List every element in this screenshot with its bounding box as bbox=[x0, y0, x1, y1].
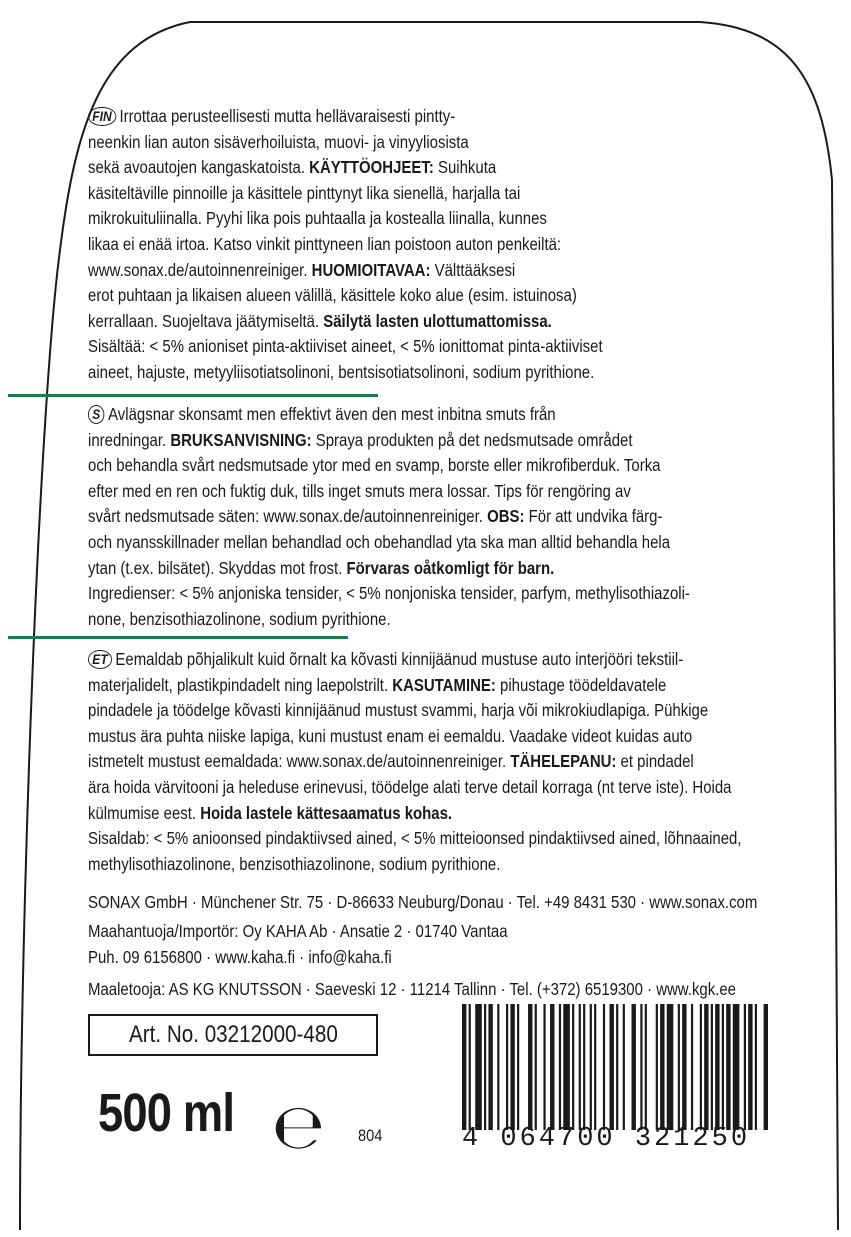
barcode-bar bbox=[563, 1004, 570, 1130]
estonian-text-block bbox=[88, 647, 776, 877]
swedish-text-block bbox=[88, 402, 776, 632]
et-text-line: mustus ära puhta niiske lapiga, kuni mustust enam ei eemaldu. Vaadake videot kuidas auto bbox=[88, 725, 693, 746]
fin-text-line: sekä avoautojen kangaskatoista. KÄYTTÖOHJEET: Suihkuta bbox=[88, 157, 497, 178]
fin-text-line: FIN Irrottaa perusteellisesti mutta hellävaraisesti pintty- bbox=[88, 104, 776, 130]
barcode-bar bbox=[517, 1004, 519, 1130]
barcode-bar bbox=[704, 1004, 708, 1130]
divider-line bbox=[8, 394, 378, 397]
sv-text-line: ytan (t.ex. bilsätet). Skyddas mot frost. Förvaras oåtkomligt för barn. bbox=[88, 557, 555, 578]
article-number: Art. No. 03212000-480 bbox=[128, 1021, 338, 1048]
barcode-bar bbox=[579, 1004, 581, 1130]
barcode-bar bbox=[711, 1004, 713, 1130]
barcode-bar bbox=[462, 1004, 466, 1130]
finnish-text-block bbox=[88, 104, 776, 386]
fin-text-line: Sisältää: < 5% anioniset pinta-aktiiviset aineet, < 5% ionittomat pinta-aktiiviset bbox=[88, 336, 603, 357]
fin-text-line: kerrallaan. Suojeltava jäätymiseltä. Säilytä lasten ulottumattomissa. bbox=[88, 310, 552, 331]
sv-text-line: none, benzisothiazolinone, sodium pyrithione. bbox=[88, 608, 391, 629]
barcode-bar bbox=[700, 1004, 702, 1130]
barcode-bar bbox=[632, 1004, 636, 1130]
estimated-sign-icon: ℮ bbox=[272, 1090, 325, 1163]
barcode-bar bbox=[722, 1004, 724, 1130]
barcode-bar bbox=[590, 1004, 592, 1130]
barcode-bar bbox=[660, 1004, 664, 1130]
fin-text-line: likaa ei enää irtoa. Katso vinkit pinttyneen lian poistoon auton penkeiltä: bbox=[88, 233, 562, 254]
sv-text-line: svårt nedsmutsade säten: www.sonax.de/autoinnenreiniger. OBS: För att undvika färg- bbox=[88, 506, 663, 527]
barcode-bar bbox=[609, 1004, 613, 1130]
barcode-bar bbox=[682, 1004, 686, 1130]
article-number-box bbox=[88, 1014, 378, 1056]
barcode-bar bbox=[744, 1004, 746, 1130]
barcode-bar bbox=[645, 1004, 647, 1130]
importer-estonia: Maaletooja: AS KG KNUTSSON · Saeveski 12 · 11214 Tallinn · Tel. (+372) 6519300 · www.kgk.ee bbox=[88, 979, 737, 999]
barcode-bar bbox=[726, 1004, 730, 1130]
fin-text-line: käsiteltäville pinnoille ja käsittele pinttynyt lika sienellä, harjalla tai bbox=[88, 182, 521, 203]
et-text-line: materjalidelt, plastikpindadelt ning laepolstrilt. KASUTAMINE: pihustage töödeldavatele bbox=[88, 674, 667, 695]
barcode-bar bbox=[667, 1004, 674, 1130]
sv-text-line: och behandla svårt nedsmutsade ytor med en svamp, borste eller mikrofiberduk. Torka bbox=[88, 455, 661, 476]
barcode-bar bbox=[691, 1004, 693, 1130]
barcode-bar bbox=[543, 1004, 545, 1130]
barcode-bar bbox=[748, 1004, 752, 1130]
barcode-bar bbox=[550, 1004, 554, 1130]
fin-text-line: mikrokuituliinalla. Pyyhi lika pois puhtaalla ja kostealla liinalla, kunnes bbox=[88, 208, 547, 229]
barcode-bar bbox=[656, 1004, 658, 1130]
barcode-bar bbox=[559, 1004, 561, 1130]
barcode-digits: 4 064700 321250 bbox=[462, 1124, 751, 1154]
barcode-bar bbox=[528, 1004, 532, 1130]
language-badge: ET bbox=[88, 650, 112, 669]
et-text-line: istmetelt mustust eemaldada: www.sonax.de/autoinnenreiniger. TÄHELEPANU: et pindadel bbox=[88, 751, 694, 772]
importer-finland-contact: Puh. 09 6156800 · www.kaha.fi · info@kaha.fi bbox=[88, 947, 392, 967]
barcode-bar bbox=[678, 1004, 680, 1130]
barcode-bar bbox=[715, 1004, 719, 1130]
barcode-bar bbox=[616, 1004, 618, 1130]
et-text-line: ära hoida värvitooni ja heleduse erinevusi, töödelge alati terve detail korraga (nt terve iste). Hoida bbox=[88, 776, 732, 797]
importer-finland: Maahantuoja/Importör: Oy KAHA Ab · Ansatie 2 · 01740 Vantaa bbox=[88, 921, 508, 941]
et-text-line: pindadele ja töödelge kõvasti kinnijäänud mustust svammi, harja või mikrokiudlapiga. Pühkige bbox=[88, 700, 709, 721]
et-text-line: Sisaldab: < 5% anioonsed pindaktiivsed ained, < 5% mitteioonsed pindaktiivsed ained, lõhnaained, bbox=[88, 828, 742, 849]
batch-code: 804 bbox=[358, 1126, 383, 1145]
barcode-bar bbox=[469, 1004, 471, 1130]
fin-text-line: www.sonax.de/autoinnenreiniger. HUOMIOITAVAA: Välttääksesi bbox=[88, 259, 516, 280]
sv-text-line: S Avlägsnar skonsamt men effektivt även den mest inbitna smuts från bbox=[88, 402, 776, 428]
barcode-bar bbox=[497, 1004, 499, 1130]
barcode-bar bbox=[572, 1004, 574, 1130]
barcode-bar bbox=[623, 1004, 625, 1130]
sv-text-line: efter med en ren och fuktig duk, tills inget smuts mera lossar. Tips för rengöring av bbox=[88, 480, 631, 501]
sv-text-line: Ingredienser: < 5% anjoniska tensider, < 5% nonjoniska tensider, parfym, methylisothiazoli- bbox=[88, 583, 690, 604]
fin-text-line: erot puhtaan ja likaisen alueen välillä, käsittele koko alue (esim. istuinosa) bbox=[88, 285, 577, 306]
barcode-bar bbox=[640, 1004, 642, 1130]
language-badge: S bbox=[88, 405, 105, 424]
et-text-line: külmumise eest. Hoida lastele kättesaamatus kohas. bbox=[88, 802, 453, 823]
divider-line bbox=[8, 636, 348, 639]
sv-text-line: och nyansskillnader mellan behandlad och obehandlad yta ska man alltid behandla hela bbox=[88, 531, 671, 552]
barcode-bar bbox=[764, 1004, 768, 1130]
barcode-bar bbox=[594, 1004, 596, 1130]
manufacturer-info: SONAX GmbH · Münchener Str. 75 · D-86633 Neuburg/Donau · Tel. +49 8431 530 · www.sonax.com bbox=[88, 892, 758, 912]
barcode-bar bbox=[475, 1004, 482, 1130]
barcode-bar bbox=[583, 1004, 585, 1130]
barcode-bar bbox=[488, 1004, 492, 1130]
barcode-bar bbox=[510, 1004, 514, 1130]
barcode-bar bbox=[506, 1004, 508, 1130]
barcode-bar bbox=[603, 1004, 605, 1130]
volume-label: 500 ml bbox=[98, 1083, 235, 1143]
barcode-bar bbox=[535, 1004, 537, 1130]
barcode bbox=[462, 1004, 768, 1130]
language-badge: FIN bbox=[88, 107, 116, 126]
barcode-bar bbox=[733, 1004, 740, 1130]
et-text-line: ET Eemaldab põhjalikult kuid õrnalt ka kõvasti kinnijäänud mustuse auto interjööri tekstiil- bbox=[88, 647, 776, 673]
fin-text-line: neenkin lian auton sisäverhoiluista, muovi- ja vinyyliosista bbox=[88, 131, 469, 152]
sv-text-line: inredningar. BRUKSANVISNING: Spraya produkten på det nedsmutsade området bbox=[88, 429, 633, 450]
barcode-bar bbox=[755, 1004, 757, 1130]
barcode-bar bbox=[484, 1004, 486, 1130]
fin-text-line: aineet, hajuste, metyyliisotiatsolinoni, bentsisotiatsolinoni, sodium pyrithione. bbox=[88, 361, 595, 382]
et-text-line: methylisothiazolinone, benzisothiazolinone, sodium pyrithione. bbox=[88, 853, 501, 874]
